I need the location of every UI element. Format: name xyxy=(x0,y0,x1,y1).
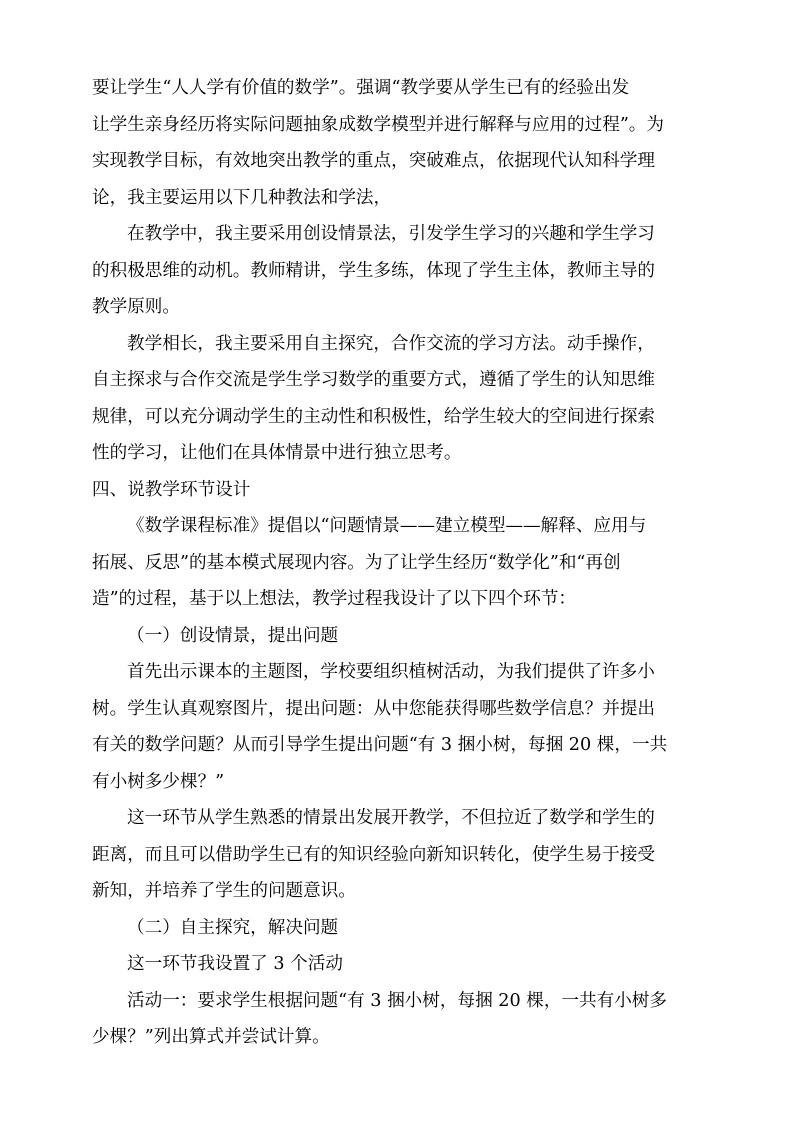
text-line: 少棵？”列出算式并尝试计算。 xyxy=(92,1027,330,1047)
heading-line: （二）自主探究，解决问题 xyxy=(127,917,339,938)
heading-line: （一）创设情景，提出问题 xyxy=(127,625,339,646)
text-line: 首先出示课本的主题图，学校要组织植树活动，为我们提供了许多小 xyxy=(127,662,655,682)
paragraph-curriculum xyxy=(92,508,702,618)
text-line: 让学生亲身经历将实际问题抽象成数学模型并进行解释与应用的过程”。为 xyxy=(92,114,664,135)
text-line: 这一环节从学生熟悉的情景出发展开教学，不但拉近了数学和学生的 xyxy=(127,808,655,828)
text-line: 距离，而且可以借助学生已有的知识经验向新知识转化，使学生易于接受 xyxy=(92,844,656,865)
text-line: 教学原则。 xyxy=(92,297,180,317)
paragraph-activities xyxy=(92,946,702,983)
text-line: 这一环节我设置了 3 个活动 xyxy=(127,954,343,974)
paragraph-theme-picture xyxy=(92,654,702,800)
section-heading xyxy=(92,472,702,509)
subheading-two xyxy=(92,910,702,947)
paragraph-learning-method xyxy=(92,326,702,472)
text-line: 造”的过程，基于以上想法，教学过程我设计了以下四个环节： xyxy=(92,589,577,609)
heading-line: 四、说教学环节设计 xyxy=(92,479,251,500)
text-line: 性的学习，让他们在具体情景中进行独立思考。 xyxy=(92,443,462,463)
paragraph-intro xyxy=(92,70,702,216)
text-line: 拓展、反思”的基本模式展现内容。为了让学生经历“数学化”和“再创 xyxy=(92,552,621,573)
paragraph-teaching-method xyxy=(92,216,702,326)
subheading-one xyxy=(92,618,702,655)
paragraph-activity-one xyxy=(92,983,702,1056)
text-line: 的积极思维的动机。教师精讲，学生多练，体现了学生主体，教师主导的 xyxy=(92,260,656,281)
text-line: 自主探求与合作交流是学生学习数学的重要方式，遵循了学生的认知思维 xyxy=(92,370,656,390)
text-line: 论，我主要运用以下几种教法和学法， xyxy=(92,187,392,208)
document-page xyxy=(92,70,702,1056)
text-line: 活动一：要求学生根据问题“有 3 捆小树，每捆 20 棵，一共有小树多 xyxy=(127,990,667,1011)
text-line: 教学相长，我主要采用自主探究，合作交流的学习方法。动手操作， xyxy=(127,333,655,354)
text-line: 实现教学目标，有效地突出教学的重点，突破难点，依据现代认知科学理 xyxy=(92,151,656,171)
text-line: 《数学课程标准》提倡以“问题情景——建立模型——解释、应用与 xyxy=(127,516,647,536)
text-line: 树。学生认真观察图片，提出问题：从中您能获得哪些数学信息？并提出 xyxy=(92,698,656,719)
text-line: 规律，可以充分调动学生的主动性和积极性，给学生较大的空间进行探索 xyxy=(92,406,656,427)
text-line: 新知，并培养了学生的问题意识。 xyxy=(92,881,356,901)
paragraph-familiar-scene xyxy=(92,800,702,910)
text-line: 要让学生“人人学有价值的数学”。强调“教学要从学生已有的经验出发 xyxy=(92,78,630,98)
text-line: 有关的数学问题？从而引导学生提出问题“有 3 捆小树，每捆 20 棵，一共 xyxy=(92,735,668,755)
text-line: 在教学中，我主要采用创设情景法，引发学生学习的兴趣和学生学习 xyxy=(127,224,655,244)
text-line: 有小树多少棵？” xyxy=(92,771,225,792)
